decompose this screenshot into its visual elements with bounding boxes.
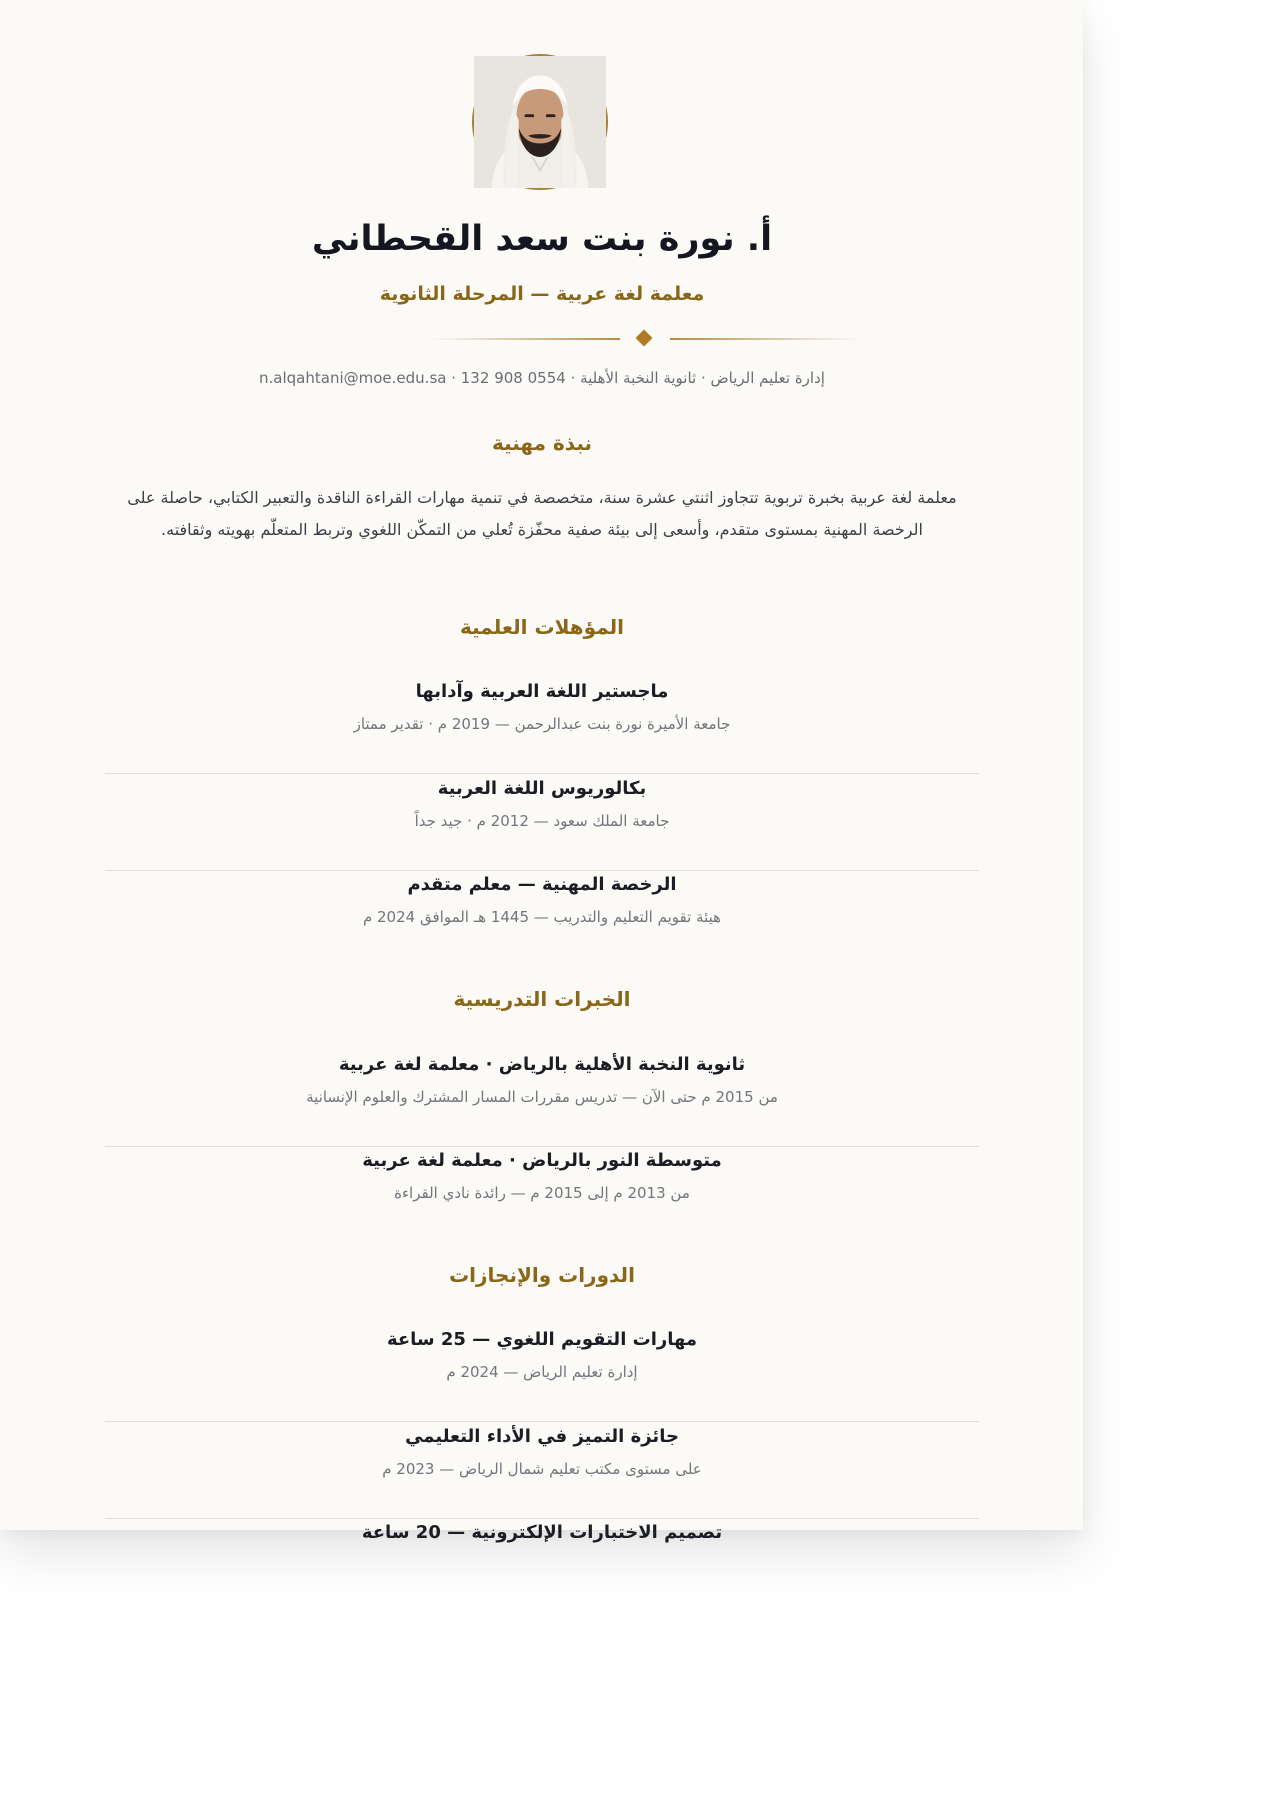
ornament-divider bbox=[430, 329, 860, 349]
job-title: معلمة لغة عربية — المرحلة الثانوية bbox=[379, 283, 705, 305]
entry-title: مهارات التقويم اللغوي — 25 ساعة bbox=[386, 1329, 698, 1350]
course-entry bbox=[105, 1325, 979, 1422]
section-title-experience: الخبرات التدريسية bbox=[453, 987, 631, 1011]
experience-entry bbox=[105, 1146, 979, 1242]
section-title-summary: نبذة مهنية bbox=[491, 431, 593, 455]
entry-title: متوسطة النور بالرياض · معلمة لغة عربية bbox=[362, 1150, 722, 1171]
education-entry bbox=[105, 774, 979, 871]
entry-title: ماجستير اللغة العربية وآدابها bbox=[415, 681, 669, 702]
entry-meta: جامعة الأميرة نورة بنت عبدالرحمن — 2019 م · تقدير ممتاز bbox=[353, 715, 731, 733]
summary-text: معلمة لغة عربية بخبرة تربوية تتجاوز اثنتي عشرة سنة، متخصصة في تنمية مهارات القراءة الناقدة والتعبير الكتابي، حاصلة على الرخصة المهنية بمستوى متقدم، وأسعى إلى بيئة صفية محفّزة تُعلي من التمكّن اللغوي وتربط المتعلّم بهويته وثقافته. bbox=[127, 488, 957, 539]
profile-portrait-image bbox=[474, 56, 606, 188]
entry-meta: من 2013 م إلى 2015 م — رائدة نادي القراءة bbox=[394, 1184, 690, 1202]
person-name: أ. نورة بنت سعد القحطاني bbox=[311, 219, 773, 259]
entry-meta: هيئة تقويم التعليم والتدريب — 1445 هـ الموافق 2024 م bbox=[362, 908, 722, 926]
entry-title: تصميم الاختبارات الإلكترونية — 20 ساعة bbox=[361, 1522, 723, 1543]
section-title-courses: الدورات والإنجازات bbox=[449, 1263, 635, 1287]
education-entry bbox=[105, 677, 979, 774]
entry-meta: جامعة الملك سعود — 2012 م · جيد جداً bbox=[414, 812, 670, 830]
entry-title: ثانوية النخبة الأهلية بالرياض · معلمة لغة عربية bbox=[338, 1054, 746, 1075]
course-entry bbox=[105, 1518, 979, 1614]
profile-photo bbox=[472, 54, 608, 190]
education-entry bbox=[105, 870, 979, 966]
experience-entry bbox=[105, 1050, 979, 1147]
diamond-icon bbox=[636, 330, 653, 347]
entry-meta: إدارة تعليم الرياض — 2024 م bbox=[446, 1363, 638, 1381]
course-entry bbox=[105, 1422, 979, 1519]
entry-meta: على مستوى مكتب تعليم شمال الرياض — 2023 م bbox=[382, 1460, 702, 1478]
contact-line: إدارة تعليم الرياض · ثانوية النخبة الأهلية · 0554 908 132 · n.alqahtani@moe.edu.sa bbox=[259, 369, 825, 387]
section-title-education: المؤهلات العلمية bbox=[460, 615, 624, 639]
divider-line bbox=[430, 338, 620, 340]
divider-line bbox=[670, 338, 860, 340]
entry-meta: من 2015 م حتى الآن — تدريس مقررات المسار المشترك والعلوم الإنسانية bbox=[306, 1088, 778, 1106]
entry-title: جائزة التميز في الأداء التعليمي bbox=[405, 1426, 679, 1447]
entry-title: الرخصة المهنية — معلم متقدم bbox=[407, 874, 677, 895]
entry-title: بكالوريوس اللغة العربية bbox=[437, 778, 647, 799]
